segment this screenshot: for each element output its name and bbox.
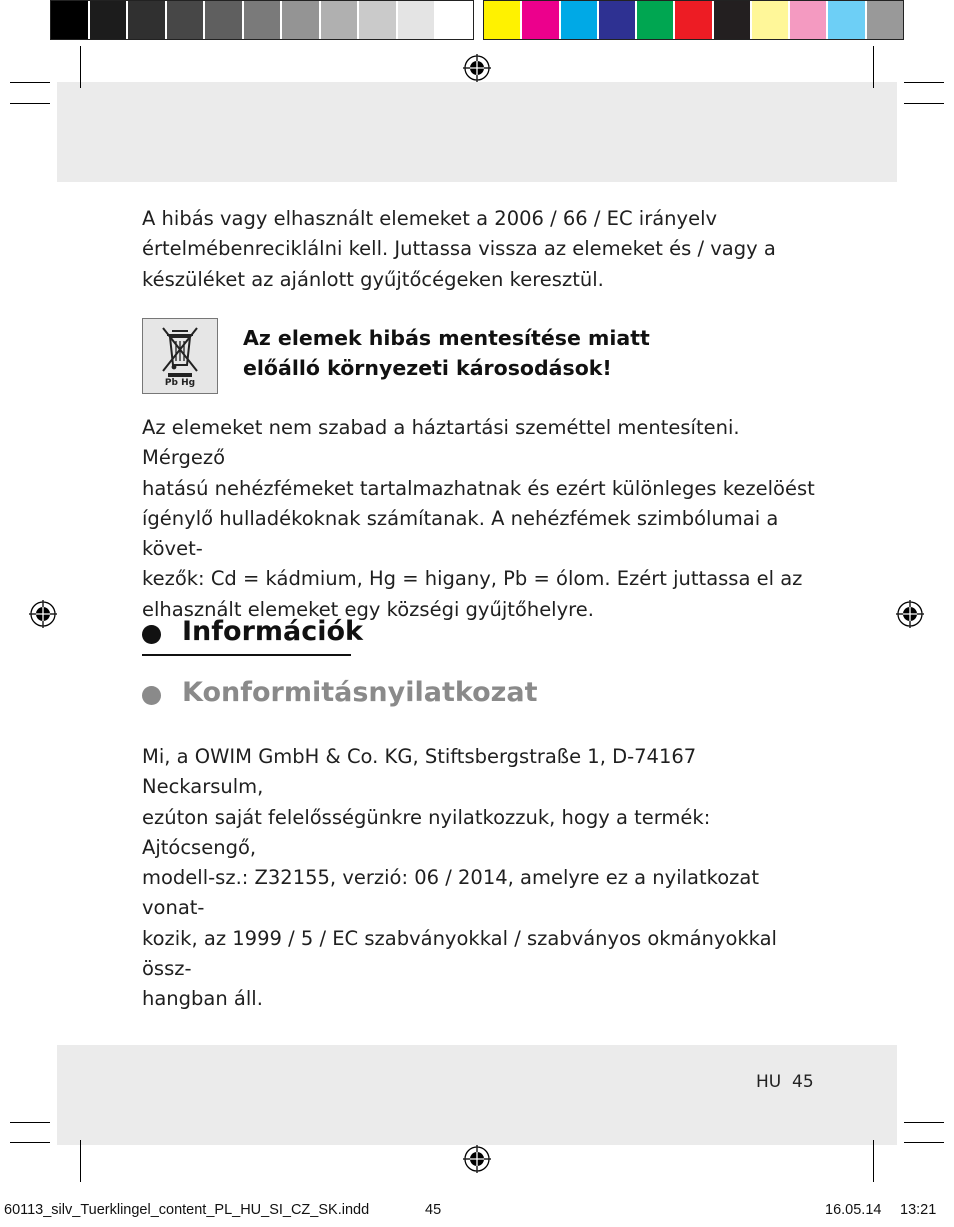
swatch xyxy=(828,1,866,39)
footer-date: 16.05.14 xyxy=(825,1202,882,1218)
battery-symbol-label: Pb Hg xyxy=(164,378,196,388)
text-line: kezők: Cd = kádmium, Hg = higany, Pb = ólom. Ezért juttassa el az xyxy=(142,567,803,591)
swatch xyxy=(359,1,398,39)
swatch xyxy=(436,1,473,39)
footer-file-page: 45 xyxy=(425,1202,442,1218)
section-bullet-icon xyxy=(142,625,161,644)
footer-time: 13:21 xyxy=(900,1202,937,1218)
swatch xyxy=(752,1,790,39)
section-bullet-icon xyxy=(142,686,161,705)
swatch xyxy=(128,1,167,39)
swatch xyxy=(790,1,828,39)
section-heading-conformity: Konformitásnyilatkozat xyxy=(182,677,538,708)
grayscale-color-bar xyxy=(50,0,474,40)
swatch xyxy=(282,1,321,39)
footer-band xyxy=(57,1045,897,1145)
swatch xyxy=(244,1,283,39)
swatch xyxy=(867,1,903,39)
swatch xyxy=(561,1,599,39)
swatch xyxy=(205,1,244,39)
swatch xyxy=(599,1,637,39)
text-line: kozik, az 1999 / 5 / EC szabványokkal / szabványos okmányokkal össz- xyxy=(142,926,777,981)
registration-mark-icon xyxy=(463,54,491,82)
swatch xyxy=(637,1,675,39)
text-line: ígénylő hulladékoknak számítanak. A nehézfémek szimbólumai a követ- xyxy=(142,506,779,561)
swatch xyxy=(321,1,360,39)
process-color-bar xyxy=(483,0,904,40)
text-line: értelmébenreciklálni kell. Juttassa vissza az elemeket és / vagy a xyxy=(142,237,776,261)
text-line: modell-sz.: Z32155, verzió: 06 / 2014, amelyre ez a nyilatkozat vonat- xyxy=(142,866,759,920)
text-line: Az elemeket nem szabad a háztartási szeméttel mentesíteni. Mérgező xyxy=(142,416,740,470)
swatch xyxy=(675,1,713,39)
text-line: előálló környezeti károsodások! xyxy=(243,356,612,380)
text-line: hangban áll. xyxy=(142,987,263,1011)
page-number: 45 xyxy=(792,1072,814,1092)
swatch xyxy=(484,1,522,39)
section-heading-info: Információk xyxy=(182,616,363,647)
text-line: elhasznált elemeket egy községi gyűjtőhelyre. xyxy=(142,597,594,621)
swatch xyxy=(167,1,206,39)
registration-mark-icon xyxy=(896,600,924,628)
swatch xyxy=(90,1,129,39)
text-line: Az elemek hibás mentesítése miatt xyxy=(243,326,650,350)
swatch xyxy=(714,1,752,39)
conformity-paragraph xyxy=(142,742,822,1015)
text-line: A hibás vagy elhasznált elemeket a 2006 / 66 / EC irányelv xyxy=(142,207,718,230)
swatch xyxy=(51,1,90,39)
environmental-warning xyxy=(243,323,763,383)
heading-underline xyxy=(142,654,351,656)
text-line: ezúton saját felelősségünkre nyilatkozzuk, hogy a termék: Ajtócsengő, xyxy=(142,805,711,859)
registration-mark-icon xyxy=(29,600,57,628)
header-band xyxy=(57,82,897,182)
text-line: hatású nehézfémeket tartalmazhatnak és ezért különleges kezelöést xyxy=(142,476,815,500)
text-line: készüléket az ajánlott gyűjtőcégeken keresztül. xyxy=(142,267,604,291)
battery-disposal-symbol xyxy=(142,318,218,394)
swatch xyxy=(522,1,560,39)
footer-file-name: 60113_silv_Tuerklingel_content_PL_HU_SI_CZ_SK.indd xyxy=(4,1202,370,1218)
disposal-paragraph xyxy=(142,413,822,625)
registration-mark-icon xyxy=(463,1145,491,1173)
swatch xyxy=(398,1,437,39)
page-language: HU xyxy=(756,1072,782,1092)
intro-paragraph xyxy=(142,204,822,295)
text-line: Mi, a OWIM GmbH & Co. KG, Stiftsbergstraße 1, D-74167 Neckarsulm, xyxy=(142,745,697,799)
